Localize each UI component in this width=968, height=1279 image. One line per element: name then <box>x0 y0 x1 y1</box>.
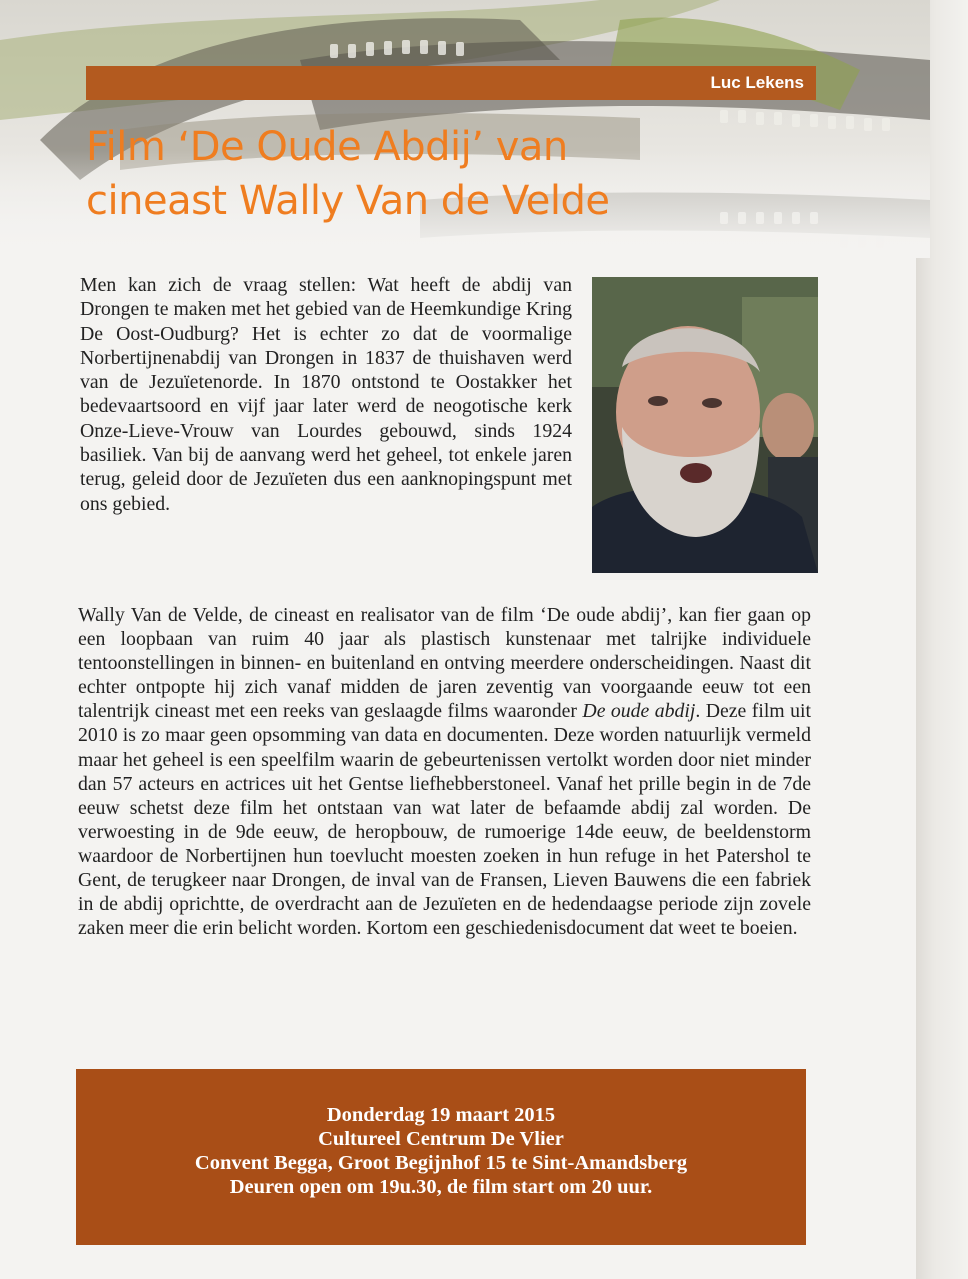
portrait-illustration <box>592 277 818 573</box>
event-address: Convent Begga, Groot Begijnhof 15 te Sint-Amandsberg <box>194 1152 688 1174</box>
film-title: De oude abdij <box>582 700 696 723</box>
title-line-1: Film ‘De Oude Abdij’ van <box>86 124 568 170</box>
event-info-box <box>76 1069 806 1245</box>
event-date: Donderdag 19 maart 2015 <box>326 1104 556 1126</box>
portrait-photo <box>592 277 818 573</box>
article-body <box>78 603 811 940</box>
event-venue: Cultureel Centrum De Vlier <box>318 1128 564 1150</box>
event-times: Deuren open om 19u.30, de film start om 20 uur. <box>229 1176 653 1198</box>
article-title <box>86 120 786 228</box>
article-body-part-2: . Deze film uit 2010 is zo maar geen opsomming van data en documenten. Deze worden natuurlijk vermeld maar het geheel is een speelfilm waarin de gebeurtenissen vertolkt worden door niet minder dan 57 acteurs en actrices uit het Gentse liefhebberstoneel. Vanaf het prille begin in de 7de eeuw schetst deze film het ontstaan van wat later de befaamde abdij zal worden. De verwoesting in de 9de eeuw, de heropbouw, de rumoerige 14de eeuw, de beeldenstorm waardoor de Norbertijnen hun toevlucht moesten zoeken in hun refuge in het Patershol te Gent, de terugkeer naar Drongen, de inval van de Fransen, Lieven Bauwens die een fabriek in de abdij oprichtte, de overdracht aan de Jezuïeten en de hedendaagse periode zijn zovele zaken meer die erin belicht worden. Kortom een geschiedenisdocument dat weet te boeien. <box>78 700 811 940</box>
author-name: Luc Lekens <box>710 73 804 92</box>
article-body-part-1: Wally Van de Velde, de cineast en realisator van de film ‘De oude abdij’, kan fier gaan op een loopbaan van ruim 40 jaar als plastisch kunstenaar met talrijke individuele tentoonstellingen in binnen- en buitenland en ontving meerdere onderscheidingen. Naast dit echter ontpopte hij zich vanaf midden de jaren zeventig van voorgaande eeuw tot een talentrijk cineast met een reeks van geslaagde films waaronder <box>78 604 811 723</box>
intro-paragraph: Men kan zich de vraag stellen: Wat heeft de abdij van Drongen te maken met het gebied van de Heemkundige Kring De Oost-Oudburg? Het is echter zo dat de voormalige Norbertijnenabdij van Drongen in 1837 de thuishaven werd van de Jezuïetenorde. In 1870 ontstond te Oostakker het bedevaartsoord en vijf jaar later werd de neogotische kerk Onze-Lieve-Vrouw van Lourdes gebouwd, sinds 1924 basiliek. Van bij de aanvang werd het geheel, tot enkele jaren terug, geleid door de Jezuïeten dus een aanknopingspunt met ons gebied. <box>80 274 572 515</box>
author-bar <box>86 66 816 100</box>
title-line-2: cineast Wally Van de Velde <box>86 178 610 224</box>
